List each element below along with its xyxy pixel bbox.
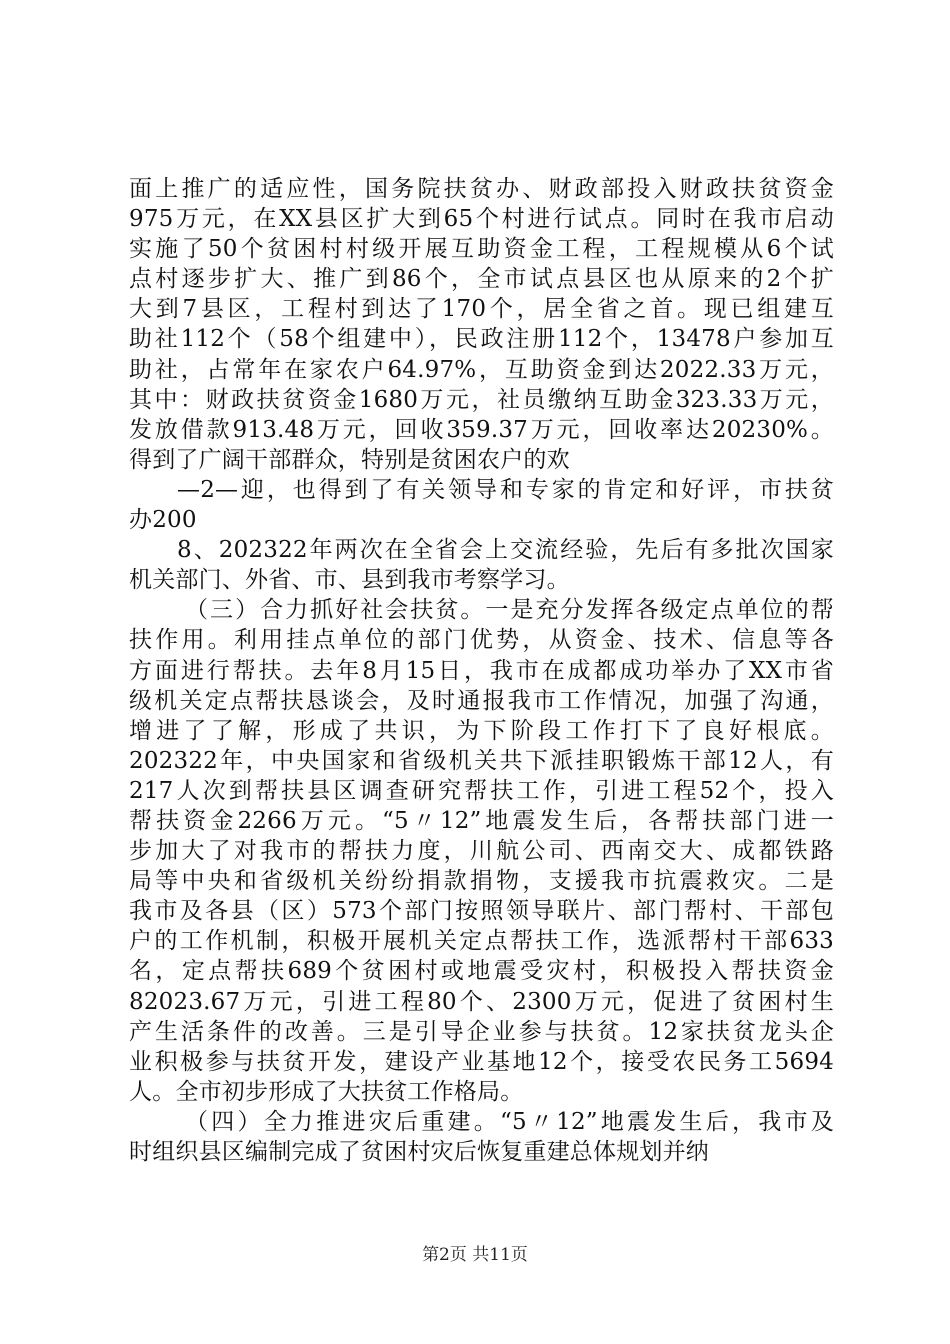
page-number-indicator: 第2页 共11页 [422, 1245, 528, 1265]
text-line: 助社112个（58个组建中），民政注册112个，13478户参加互 [129, 326, 834, 353]
text-line: 我市及各县（区）573个部门按照领导联片、部门帮村、干部包 [129, 898, 834, 925]
text-line: 大到7县区，工程村到达了170个，居全省之首。现已组建互 [129, 296, 834, 323]
body-text [129, 174, 834, 1167]
text-line: 步加大了对我市的帮扶力度，川航公司、西南交大、成都铁路 [129, 838, 834, 865]
section-heading-line: （三）合力抓好社会扶贫。一是充分发挥各级定点单位的帮 [185, 597, 834, 624]
text-line: 名，定点帮扶689个贫困村或地震受灾村，积极投入帮扶资金 [129, 958, 834, 985]
text-line: —2—迎，也得到了有关领导和专家的肯定和好评，市扶贫 [177, 476, 834, 503]
text-line: 局等中央和省级机关纷纷捐款捐物，支援我市抗震救灾。二是 [129, 868, 834, 895]
text-line: 其中：财政扶贫资金1680万元，社员缴纳互助金323.33万元， [129, 386, 834, 413]
text-line: 扶作用。利用挂点单位的部门优势，从资金、技术、信息等各 [129, 627, 834, 654]
text-line: 业积极参与扶贫开发，建设产业基地12个，接受农民务工5694 [129, 1048, 834, 1075]
text-line: 82023.67万元，引进工程80个、2300万元，促进了贫困村生 [129, 988, 834, 1015]
text-line: 级机关定点帮扶恳谈会，及时通报我市工作情况，加强了沟通， [129, 687, 834, 714]
text-line: 点村逐步扩大、推广到86个，全市试点县区也从原来的2个扩 [129, 266, 834, 293]
text-line: 202322年，中央国家和省级机关共下派挂职锻炼干部12人，有 [129, 747, 834, 774]
text-line: 方面进行帮扶。去年8月15日，我市在成都成功举办了XX市省 [129, 657, 834, 684]
text-line: 户的工作机制，积极开展机关定点帮扶工作，选派帮村干部633 [129, 928, 834, 955]
text-line: 助社，占常年在家农户64.97%，互助资金到达2022.33万元， [129, 356, 834, 383]
text-line: 得到了广阔干部群众，特别是贫困农户的欢 [129, 446, 570, 473]
text-line: 人。全市初步形成了大扶贫工作格局。 [129, 1078, 524, 1105]
text-line: 发放借款913.48万元，回收359.37万元，回收率达20230%。 [129, 416, 834, 443]
text-line: 实施了50个贫困村村级开展互助资金工程，工程规模从6个试 [129, 236, 834, 263]
text-line: 975万元，在XX县区扩大到65个村进行试点。同时在我市启动 [129, 206, 834, 233]
text-line: 增进了了解，形成了共识，为下阶段工作打下了良好根底。 [129, 717, 834, 744]
section-heading-line: （四）全力推进灾后重建。“5〃12”地震发生后，我市及 [185, 1108, 834, 1135]
text-line: 时组织县区编制完成了贫困村灾后恢复重建总体规划并纳 [129, 1139, 709, 1165]
text-line: 帮扶资金2266万元。“5〃12”地震发生后，各帮扶部门进一 [129, 807, 834, 834]
text-line: 8、202322年两次在全省会上交流经验，先后有多批次国家 [177, 537, 834, 564]
text-line: 办200 [129, 507, 197, 534]
text-line: 217人次到帮扶县区调查研究帮扶工作，引进工程52个，投入 [129, 777, 834, 804]
text-line: 面上推广的适应性，国务院扶贫办、财政部投入财政扶贫资金 [129, 176, 834, 202]
page-footer [0, 1240, 950, 1265]
text-line: 产生活条件的改善。三是引导企业参与扶贫。12家扶贫龙头企 [129, 1018, 834, 1045]
text-line: 机关部门、外省、市、县到我市考察学习。 [129, 567, 570, 594]
